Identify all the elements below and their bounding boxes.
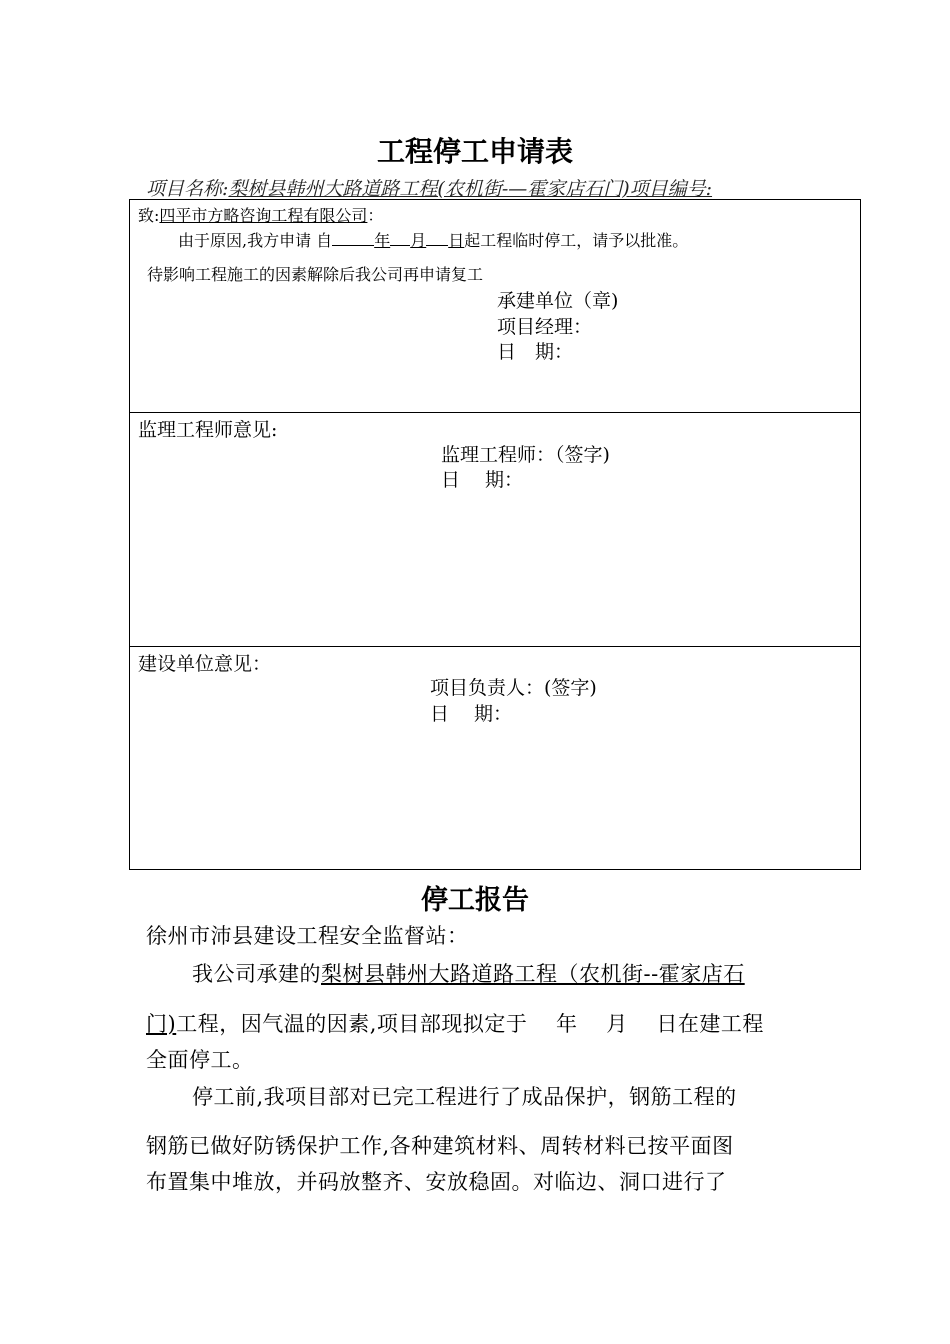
project-name: 梨树县韩州大路道路工程(农机街-—霍家店石门) xyxy=(228,178,630,200)
project-no-label: 项目编号: xyxy=(629,178,713,200)
request-suffix: 起工程临时停工，请予以批准。 xyxy=(464,231,689,250)
row-divider xyxy=(129,412,861,413)
request-prefix: 由于原因,我方申请 自 xyxy=(178,231,333,250)
report-p1-line1 xyxy=(192,958,745,988)
resume-text: 待影响工程施工的因素解除后我公司再申请复工 xyxy=(147,265,484,284)
to-company: 四平市方略咨询工程有限公司 xyxy=(159,206,368,225)
to-label: 致: xyxy=(138,206,160,225)
report-title: 停工报告 xyxy=(421,885,529,916)
to-suffix: ： xyxy=(367,206,384,225)
supervisor-sign: 监理工程师：（签字) xyxy=(441,444,610,466)
form-title: 工程停工申请表 xyxy=(376,135,573,168)
report-p2-line3: 布置集中堆放，并码放整齐、安放稳固。对临边、洞口进行了 xyxy=(146,1170,727,1194)
month-label: 月 xyxy=(410,231,427,250)
project-label: 项目名称: xyxy=(146,178,229,200)
request-line xyxy=(178,227,688,251)
day-blank xyxy=(426,227,448,246)
report-p2-line1: 停工前,我项目部对已完工程进行了成品保护，钢筋工程的 xyxy=(192,1085,737,1109)
date-label: 日 期： xyxy=(430,703,513,725)
month-blank xyxy=(390,227,410,246)
owner-opinion: 建设单位意见： xyxy=(138,653,272,675)
report-p1-line2 xyxy=(146,1008,764,1038)
to-line xyxy=(138,203,383,226)
project-line xyxy=(146,174,712,201)
p1-prefix: 我公司承建的 xyxy=(192,962,321,986)
report-addressee: 徐州市沛县建设工程安全监督站： xyxy=(146,924,469,948)
form-table xyxy=(129,199,861,870)
supervisor-opinion: 监理工程师意见: xyxy=(138,419,278,441)
year-label: 年 xyxy=(374,231,391,250)
p1-project-name-end: 门) xyxy=(146,1012,177,1036)
day-label: 日 xyxy=(448,231,465,250)
date-label: 日 期： xyxy=(441,469,524,491)
report-p1-line3: 全面停工。 xyxy=(146,1048,254,1072)
date-label: 日 期： xyxy=(497,341,574,363)
p1-rest: 工程，因气温的因素,项目部现拟定于 年 月 日在建工程 xyxy=(176,1012,764,1036)
owner-sign: 项目负责人：(签字) xyxy=(430,677,597,699)
project-manager: 项目经理： xyxy=(497,316,593,338)
row-divider xyxy=(129,646,861,647)
contractor-unit: 承建单位（章) xyxy=(497,290,619,312)
report-p2-line2: 钢筋已做好防锈保护工作,各种建筑材料、周转材料已按平面图 xyxy=(146,1134,734,1158)
p1-project-name: 梨树县韩州大路道路工程（农机街--霍家店石 xyxy=(321,962,745,986)
year-blank xyxy=(332,227,374,246)
